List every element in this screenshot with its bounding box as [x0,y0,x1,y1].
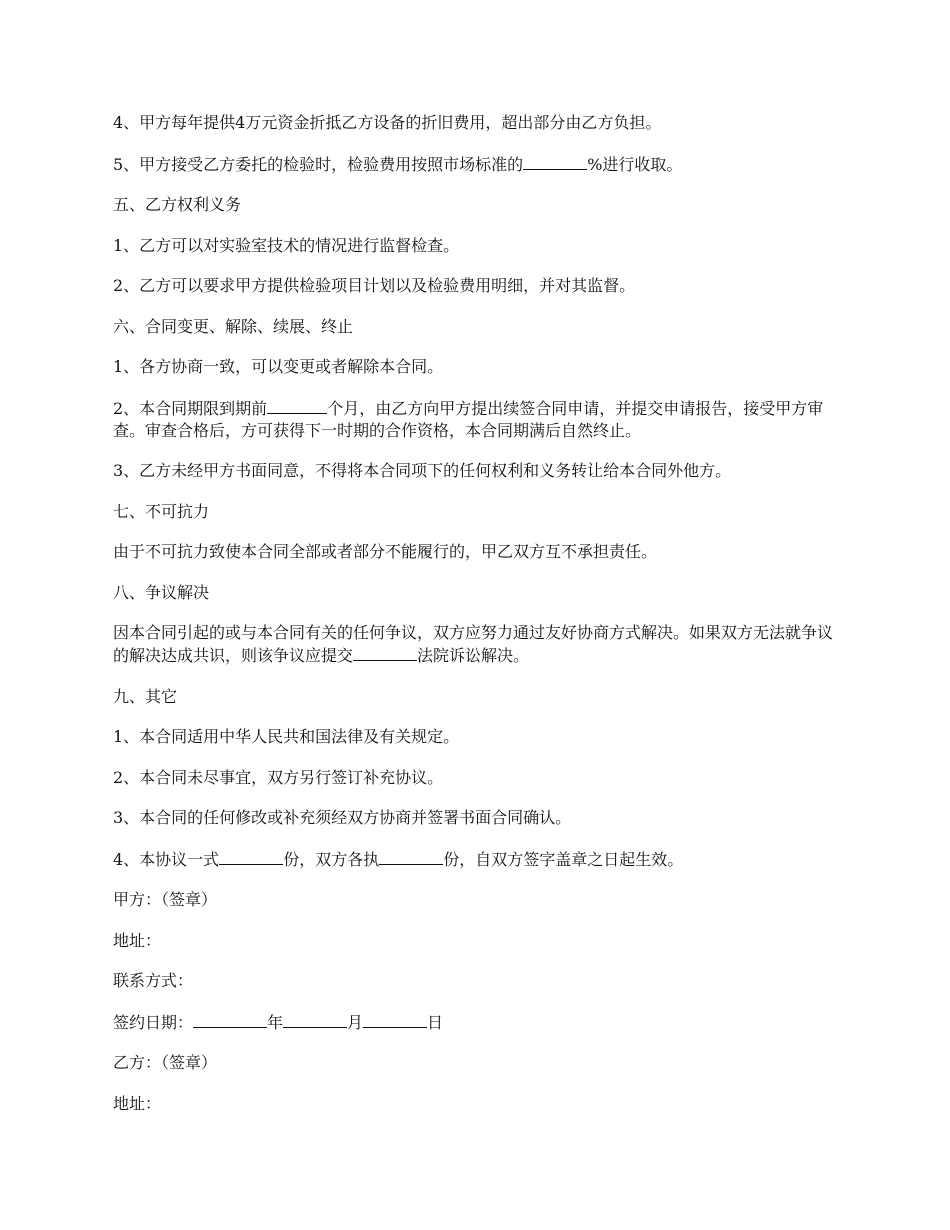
address-label: 地址： [113,930,162,950]
clause-text: 2、本合同期限到期前 [113,398,268,418]
party-b-address [113,1093,843,1115]
fill-blank-court[interactable] [353,644,417,661]
clause-dispute [113,622,843,667]
clause-text: 1、乙方可以对实验室技术的情况进行监督检查。 [113,235,460,255]
clause-text: 份，双方各执 [283,849,380,869]
heading-text: 八、争议解决 [113,582,210,602]
clause-3-amendment [113,807,843,829]
clause-1-modification [113,356,843,378]
clause-2-renewal [113,397,843,442]
fill-blank-percentage[interactable] [523,153,587,170]
heading-text: 五、乙方权利义务 [113,195,242,214]
clause-text: 个月，由乙方向甲方提出续签合同申请，并提交申请报告，接受甲方审查。审查合格后，方可获得下一时期的合作资格，本合同期满后自然终止。 [113,398,824,440]
party-a-label: 甲方：（签章） [113,890,218,909]
address-label: 地址： [113,1093,162,1113]
fill-blank-months[interactable] [267,397,327,414]
fill-blank-copies-total[interactable] [219,848,283,865]
clause-text: 2、乙方可以要求甲方提供检验项目计划以及检验费用明细，并对其监督。 [113,276,636,295]
clause-3-transfer [113,460,843,482]
month-label: 月 [347,1012,364,1032]
clause-5-inspection-fee [113,153,843,176]
clause-text: 1、各方协商一致，可以变更或者解除本合同。 [113,357,444,376]
clause-2-fee-details [113,275,843,297]
clause-text: 3、本合同的任何修改或补充须经双方协商并签署书面合同确认。 [113,808,572,827]
clause-text: 份，自双方签字盖章之日起生效。 [443,849,684,869]
section-heading-6 [113,316,843,338]
clause-1-supervision [113,235,843,257]
clause-4-depreciation [113,112,843,134]
clause-text: 由于不可抗力致使本合同全部或者部分不能履行的，甲乙双方互不承担责任。 [113,542,658,561]
section-heading-7 [113,501,843,523]
clause-1-law [113,726,843,748]
section-heading-5 [113,194,843,216]
clause-text: 4、本协议一式 [113,849,220,869]
clause-text: 4、甲方每年提供4万元资金折抵乙方设备的折旧费用，超出部分由乙方负担。 [113,113,662,132]
clause-text: %进行收取。 [587,154,683,174]
clause-4-copies [113,848,843,871]
clause-text: 法院诉讼解决。 [417,646,530,665]
fill-blank-month[interactable] [283,1011,347,1028]
day-label: 日 [427,1012,444,1032]
section-heading-8 [113,582,843,604]
clause-text: 1、本合同适用中华人民共和国法律及有关规定。 [113,727,460,746]
clause-text: 2、本合同未尽事宜，双方另行签订补充协议。 [113,767,444,787]
heading-text: 六、合同变更、解除、续展、终止 [113,316,354,336]
contact-label: 联系方式： [113,971,194,990]
party-a-signature [113,889,843,911]
clause-force-majeure [113,541,843,563]
date-label: 签约日期： [113,1012,194,1032]
heading-text: 七、不可抗力 [113,501,210,521]
clause-text: 3、乙方未经甲方书面同意，不得将本合同项下的任何权利和义务转让给本合同外他方。 [113,461,732,480]
party-a-contact [113,970,843,992]
clause-2-supplement [113,767,843,789]
party-b-signature [113,1052,843,1074]
fill-blank-year[interactable] [193,1011,267,1028]
section-heading-9 [113,686,843,708]
clause-text: 因本合同引起的或与本合同有关的任何争议，双方应努力通过友好协商方式解决。如果双方无法就争议的解决达成共识，则该争议应提交 [113,623,834,665]
contract-page [113,112,843,1133]
party-a-address [113,930,843,952]
signing-date [113,1011,843,1034]
party-b-label: 乙方：（签章） [113,1053,218,1072]
heading-text: 九、其它 [113,686,178,706]
clause-text: 5、甲方接受乙方委托的检验时，检验费用按照市场标准的 [113,154,524,174]
year-label: 年 [267,1012,284,1032]
fill-blank-day[interactable] [363,1011,427,1028]
fill-blank-copies-each[interactable] [379,848,443,865]
